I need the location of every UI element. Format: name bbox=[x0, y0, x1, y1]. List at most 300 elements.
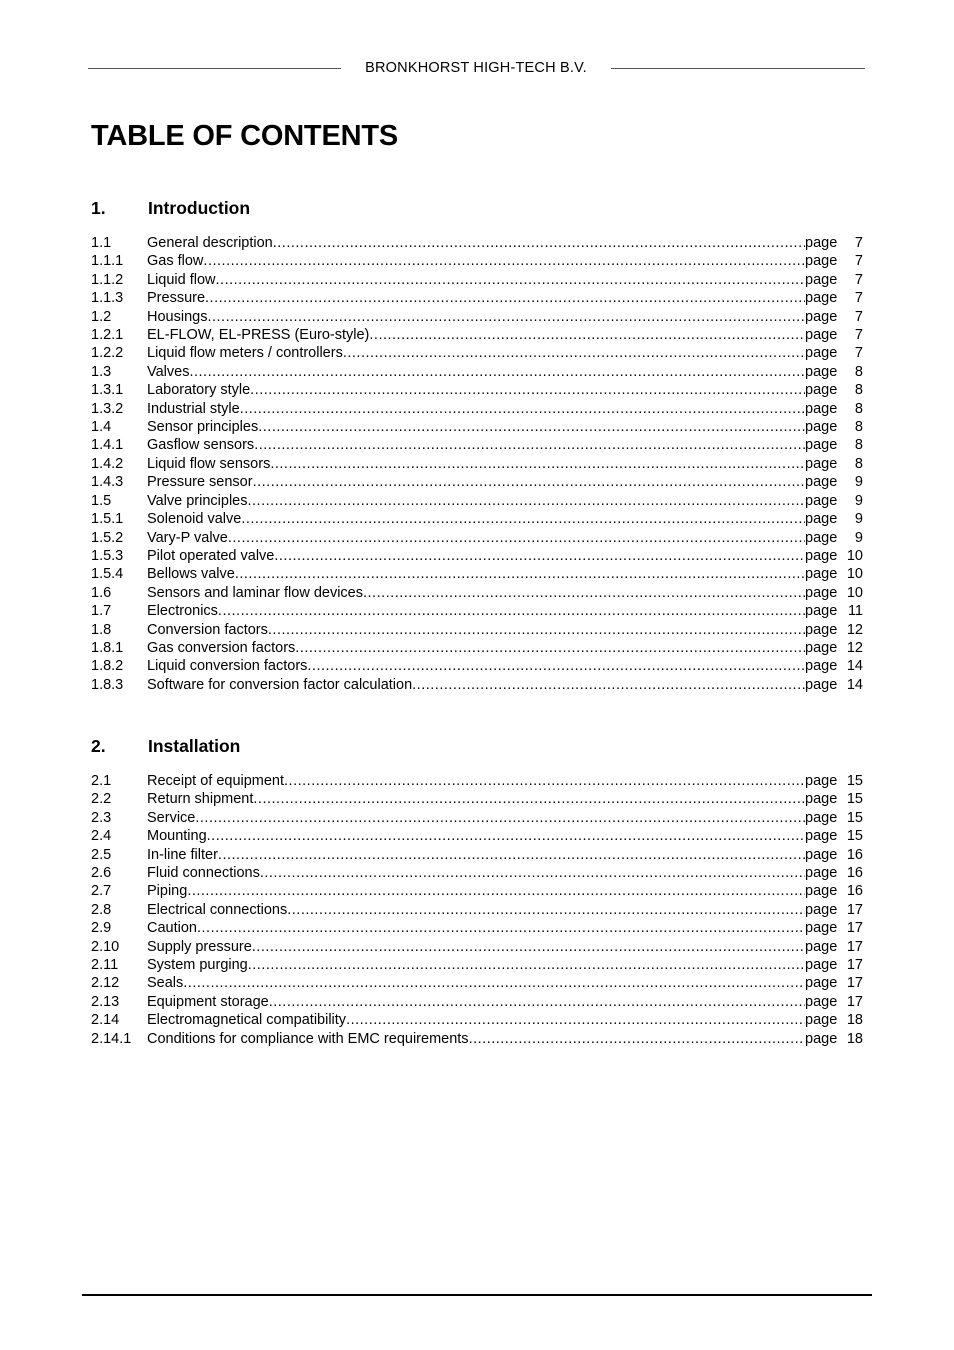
entry-page-number: 14 bbox=[846, 676, 863, 693]
entry-line bbox=[147, 974, 863, 992]
page-word: page bbox=[805, 529, 838, 546]
company-name: BRONKHORST HIGH-TECH B.V. bbox=[365, 60, 587, 76]
entry-page-ref bbox=[805, 252, 863, 270]
entry-line bbox=[147, 993, 863, 1011]
entry-page-number: 17 bbox=[846, 938, 863, 955]
toc-section-installation bbox=[91, 734, 863, 1048]
dot-leader bbox=[346, 1011, 805, 1029]
entry-page-ref bbox=[805, 565, 863, 583]
entry-line bbox=[147, 676, 863, 694]
dot-leader bbox=[240, 400, 805, 418]
entry-page-number: 10 bbox=[846, 547, 863, 564]
entry-page-number: 17 bbox=[846, 920, 863, 937]
entry-page-number: 18 bbox=[846, 1030, 863, 1047]
toc-entry bbox=[91, 271, 863, 289]
toc-entry bbox=[91, 381, 863, 399]
entry-page-number: 7 bbox=[854, 290, 863, 307]
entry-line bbox=[147, 234, 863, 252]
entry-number: 2.4 bbox=[91, 828, 112, 845]
entry-line bbox=[147, 418, 863, 436]
page-word: page bbox=[805, 547, 838, 564]
entry-line bbox=[147, 809, 863, 827]
toc-entry bbox=[91, 418, 863, 436]
header-rule-right bbox=[611, 68, 865, 69]
page-word: page bbox=[805, 603, 838, 620]
entry-number: 1.4.2 bbox=[91, 455, 124, 472]
entry-page-ref bbox=[805, 864, 863, 882]
page-word: page bbox=[805, 382, 838, 399]
entry-page-number: 15 bbox=[846, 791, 863, 808]
toc-entry bbox=[91, 289, 863, 307]
toc-entry bbox=[91, 565, 863, 583]
entry-label: Sensor principles bbox=[147, 419, 259, 436]
entry-page-ref bbox=[805, 882, 863, 900]
dot-leader bbox=[205, 289, 805, 307]
entry-page-ref bbox=[805, 919, 863, 937]
entry-number: 1.1 bbox=[91, 235, 112, 251]
entry-page-ref bbox=[805, 363, 863, 381]
entry-page-ref bbox=[805, 418, 863, 436]
entry-label: Gas conversion factors bbox=[147, 639, 296, 656]
entry-line bbox=[147, 252, 863, 270]
entry-page-ref bbox=[805, 809, 863, 827]
entry-number: 1.5.3 bbox=[91, 547, 124, 564]
toc-entry bbox=[91, 772, 863, 790]
toc-entry bbox=[91, 974, 863, 992]
entry-number: 1.3.1 bbox=[91, 382, 124, 399]
dot-leader bbox=[270, 455, 805, 473]
entry-number: 1.8.1 bbox=[91, 639, 124, 656]
entry-page-ref bbox=[805, 344, 863, 362]
entry-page-ref bbox=[805, 956, 863, 974]
toc-entry bbox=[91, 882, 863, 900]
entry-page-number: 9 bbox=[854, 492, 863, 509]
page-word: page bbox=[805, 1030, 838, 1047]
entry-line bbox=[147, 584, 863, 602]
entry-line bbox=[147, 547, 863, 565]
entry-number: 2.10 bbox=[91, 938, 120, 955]
page-word: page bbox=[805, 676, 838, 693]
toc-entry bbox=[91, 602, 863, 620]
entry-label: Liquid flow meters / controllers bbox=[147, 345, 343, 362]
toc-entry bbox=[91, 1011, 863, 1029]
entry-page-number: 15 bbox=[846, 809, 863, 826]
entry-number: 1.6 bbox=[91, 584, 112, 601]
entry-line bbox=[147, 565, 863, 583]
entry-line bbox=[147, 455, 863, 473]
entry-label: Gasflow sensors bbox=[147, 437, 255, 454]
toc-entry bbox=[91, 529, 863, 547]
entry-page-number: 17 bbox=[846, 993, 863, 1010]
entry-page-number: 16 bbox=[846, 865, 863, 882]
entry-line bbox=[147, 956, 863, 974]
toc-entry bbox=[91, 400, 863, 418]
dot-leader bbox=[273, 234, 805, 252]
entry-number: 2.1 bbox=[91, 773, 112, 789]
toc-entry bbox=[91, 657, 863, 675]
entry-label: Software for conversion factor calculation bbox=[147, 676, 413, 693]
toc-entry bbox=[91, 790, 863, 808]
toc-entry bbox=[91, 639, 863, 657]
section-title: Installation bbox=[148, 736, 241, 756]
entry-page-number: 10 bbox=[846, 566, 863, 583]
header-rule-left bbox=[88, 68, 341, 69]
entry-page-ref bbox=[805, 492, 863, 510]
dot-leader bbox=[247, 492, 805, 510]
entry-line bbox=[147, 344, 863, 362]
page-word: page bbox=[805, 511, 838, 528]
entry-label: Electronics bbox=[147, 603, 218, 620]
page-word: page bbox=[805, 492, 838, 509]
dot-leader bbox=[248, 956, 805, 974]
entry-number: 1.3.2 bbox=[91, 400, 124, 417]
entry-label: Caution bbox=[147, 920, 197, 937]
page-word: page bbox=[805, 975, 838, 992]
entry-line bbox=[147, 938, 863, 956]
entry-number: 1.3 bbox=[91, 363, 112, 380]
entry-label: Sensors and laminar flow devices bbox=[147, 584, 363, 601]
entry-page-ref bbox=[805, 1011, 863, 1029]
toc-entry bbox=[91, 473, 863, 491]
toc-entry bbox=[91, 455, 863, 473]
page-word: page bbox=[805, 400, 838, 417]
toc-entry bbox=[91, 234, 863, 252]
entry-label: Equipment storage bbox=[147, 993, 269, 1010]
entry-line bbox=[147, 363, 863, 381]
page-word: page bbox=[805, 639, 838, 656]
entry-line bbox=[147, 846, 863, 864]
entry-number: 2.2 bbox=[91, 791, 112, 808]
page-word: page bbox=[805, 363, 838, 380]
entry-label: In-line filter bbox=[147, 846, 218, 863]
page-word: page bbox=[805, 566, 838, 583]
page-word: page bbox=[805, 455, 838, 472]
entry-page-number: 7 bbox=[854, 327, 863, 344]
entry-number: 1.8.3 bbox=[91, 676, 124, 693]
entry-page-ref bbox=[805, 308, 863, 326]
entry-label: Liquid flow sensors bbox=[147, 455, 271, 472]
page-word: page bbox=[805, 828, 838, 845]
toc-entry bbox=[91, 846, 863, 864]
entry-page-ref bbox=[805, 234, 863, 252]
toc-entry bbox=[91, 901, 863, 919]
dot-leader bbox=[195, 809, 805, 827]
entry-label: Piping bbox=[147, 883, 188, 900]
entry-page-number: 8 bbox=[854, 437, 863, 454]
entry-number: 2.6 bbox=[91, 865, 112, 882]
entry-page-number: 9 bbox=[854, 474, 863, 491]
page-word: page bbox=[805, 474, 838, 491]
entry-page-number: 16 bbox=[846, 883, 863, 900]
toc-entry bbox=[91, 919, 863, 937]
toc-entry bbox=[91, 1030, 863, 1048]
entry-page-number: 9 bbox=[854, 511, 863, 528]
toc-entry-list bbox=[91, 772, 863, 1048]
entry-page-ref bbox=[805, 455, 863, 473]
entry-label: Fluid connections bbox=[147, 865, 260, 882]
entry-page-ref bbox=[805, 772, 863, 790]
entry-page-ref bbox=[805, 676, 863, 694]
toc-entry bbox=[91, 621, 863, 639]
dot-leader bbox=[203, 252, 805, 270]
entry-page-number: 7 bbox=[854, 253, 863, 270]
section-number: 1. bbox=[91, 198, 106, 218]
entry-page-number: 7 bbox=[854, 345, 863, 362]
page-word: page bbox=[805, 1012, 838, 1029]
entry-page-number: 7 bbox=[854, 271, 863, 288]
toc-entry-list bbox=[91, 234, 863, 694]
entry-page-number: 17 bbox=[846, 901, 863, 918]
entry-page-number: 16 bbox=[846, 846, 863, 863]
toc-entry bbox=[91, 584, 863, 602]
entry-line bbox=[147, 289, 863, 307]
dot-leader bbox=[287, 901, 805, 919]
entry-page-number: 10 bbox=[846, 584, 863, 601]
entry-number: 1.2.2 bbox=[91, 345, 124, 362]
entry-line bbox=[147, 657, 863, 675]
entry-line bbox=[147, 400, 863, 418]
entry-line bbox=[147, 271, 863, 289]
entry-number: 2.11 bbox=[91, 957, 119, 974]
entry-number: 2.3 bbox=[91, 809, 112, 826]
entry-label: Housings bbox=[147, 308, 208, 325]
entry-page-ref bbox=[805, 271, 863, 289]
entry-line bbox=[147, 919, 863, 937]
dot-leader bbox=[253, 473, 805, 491]
entry-number: 1.2 bbox=[91, 308, 112, 325]
entry-line bbox=[147, 308, 863, 326]
entry-page-ref bbox=[805, 584, 863, 602]
page-word: page bbox=[805, 809, 838, 826]
entry-label: Liquid conversion factors bbox=[147, 658, 308, 675]
entry-line bbox=[147, 772, 863, 790]
entry-page-ref bbox=[805, 473, 863, 491]
toc-entry bbox=[91, 938, 863, 956]
entry-label: Electrical connections bbox=[147, 901, 288, 918]
entry-page-ref bbox=[805, 621, 863, 639]
entry-line bbox=[147, 326, 863, 344]
entry-number: 2.12 bbox=[91, 975, 120, 992]
entry-line bbox=[147, 1030, 863, 1048]
section-number: 2. bbox=[91, 736, 106, 756]
dot-leader bbox=[469, 1030, 805, 1048]
page-word: page bbox=[805, 621, 838, 638]
toc-entry bbox=[91, 492, 863, 510]
entry-page-ref bbox=[805, 901, 863, 919]
dot-leader bbox=[284, 772, 805, 790]
section-heading bbox=[91, 196, 863, 220]
entry-page-ref bbox=[805, 827, 863, 845]
entry-line bbox=[147, 381, 863, 399]
entry-page-ref bbox=[805, 547, 863, 565]
entry-page-ref bbox=[805, 436, 863, 454]
entry-label: General description bbox=[147, 235, 273, 251]
dot-leader bbox=[216, 271, 805, 289]
toc-entry bbox=[91, 809, 863, 827]
entry-line bbox=[147, 602, 863, 620]
entry-label: Seals bbox=[147, 975, 184, 992]
entry-label: Solenoid valve bbox=[147, 511, 242, 528]
dot-leader bbox=[295, 639, 805, 657]
entry-line bbox=[147, 882, 863, 900]
dot-leader bbox=[258, 418, 805, 436]
entry-page-ref bbox=[805, 1030, 863, 1048]
entry-page-number: 18 bbox=[846, 1012, 863, 1029]
entry-label: System purging bbox=[147, 957, 248, 974]
entry-line bbox=[147, 510, 863, 528]
entry-number: 1.5.4 bbox=[91, 566, 124, 583]
entry-number: 1.8.2 bbox=[91, 658, 124, 675]
entry-line bbox=[147, 436, 863, 454]
page-word: page bbox=[805, 957, 838, 974]
page-word: page bbox=[805, 584, 838, 601]
page-word: page bbox=[805, 290, 838, 307]
entry-page-ref bbox=[805, 381, 863, 399]
entry-number: 2.7 bbox=[91, 883, 112, 900]
entry-page-ref bbox=[805, 974, 863, 992]
entry-line bbox=[147, 639, 863, 657]
page-word: page bbox=[805, 865, 838, 882]
entry-line bbox=[147, 492, 863, 510]
dot-leader bbox=[252, 938, 805, 956]
entry-number: 1.1.2 bbox=[91, 271, 124, 288]
dot-leader bbox=[268, 621, 805, 639]
entry-line bbox=[147, 827, 863, 845]
entry-page-number: 8 bbox=[854, 382, 863, 399]
entry-page-ref bbox=[805, 938, 863, 956]
page-title: TABLE OF CONTENTS bbox=[91, 120, 398, 152]
toc-entry bbox=[91, 864, 863, 882]
toc-entry bbox=[91, 326, 863, 344]
dot-leader bbox=[241, 510, 805, 528]
entry-label: Conversion factors bbox=[147, 621, 268, 638]
page-header bbox=[88, 58, 865, 78]
dot-leader bbox=[207, 308, 805, 326]
entry-page-number: 7 bbox=[854, 308, 863, 325]
footer-rule bbox=[82, 1294, 872, 1296]
dot-leader bbox=[228, 529, 805, 547]
entry-number: 1.4 bbox=[91, 419, 112, 436]
page-word: page bbox=[805, 938, 838, 955]
entry-number: 1.4.3 bbox=[91, 474, 124, 491]
entry-line bbox=[147, 529, 863, 547]
entry-label: Vary-P valve bbox=[147, 529, 228, 546]
toc-entry bbox=[91, 827, 863, 845]
entry-number: 2.14 bbox=[91, 1012, 120, 1029]
toc-entry bbox=[91, 363, 863, 381]
dot-leader bbox=[253, 790, 805, 808]
entry-label: Receipt of equipment bbox=[147, 773, 285, 789]
entry-page-number: 15 bbox=[846, 828, 863, 845]
entry-page-number: 15 bbox=[846, 773, 863, 789]
page-word: page bbox=[805, 773, 838, 789]
dot-leader bbox=[197, 919, 805, 937]
page-word: page bbox=[805, 235, 838, 251]
entry-page-number: 8 bbox=[854, 400, 863, 417]
entry-number: 1.5 bbox=[91, 492, 112, 509]
entry-line bbox=[147, 621, 863, 639]
entry-page-ref bbox=[805, 790, 863, 808]
entry-page-ref bbox=[805, 846, 863, 864]
page-word: page bbox=[805, 271, 838, 288]
entry-number: 1.8 bbox=[91, 621, 112, 638]
page-word: page bbox=[805, 308, 838, 325]
entry-page-number: 8 bbox=[854, 455, 863, 472]
entry-number: 2.13 bbox=[91, 993, 120, 1010]
entry-page-number: 12 bbox=[846, 639, 863, 656]
entry-page-ref bbox=[805, 289, 863, 307]
dot-leader bbox=[207, 827, 805, 845]
entry-page-ref bbox=[805, 326, 863, 344]
entry-page-ref bbox=[805, 400, 863, 418]
toc-entry bbox=[91, 344, 863, 362]
entry-label: Bellows valve bbox=[147, 566, 235, 583]
entry-label: Service bbox=[147, 809, 196, 826]
toc-entry bbox=[91, 993, 863, 1011]
entry-page-ref bbox=[805, 510, 863, 528]
entry-label: Return shipment bbox=[147, 791, 254, 808]
page-word: page bbox=[805, 920, 838, 937]
entry-number: 2.14.1 bbox=[91, 1030, 132, 1047]
entry-label: Liquid flow bbox=[147, 271, 216, 288]
page-word: page bbox=[805, 253, 838, 270]
dot-leader bbox=[218, 602, 805, 620]
page-word: page bbox=[805, 901, 838, 918]
entry-label: Pilot operated valve bbox=[147, 547, 275, 564]
entry-number: 1.2.1 bbox=[91, 327, 124, 344]
dot-leader bbox=[235, 565, 805, 583]
entry-number: 2.9 bbox=[91, 920, 112, 937]
dot-leader bbox=[363, 584, 805, 602]
dot-leader bbox=[260, 864, 805, 882]
dot-leader bbox=[412, 676, 805, 694]
page-word: page bbox=[805, 419, 838, 436]
dot-leader bbox=[218, 846, 805, 864]
entry-label: Valves bbox=[147, 363, 190, 380]
entry-number: 1.4.1 bbox=[91, 437, 124, 454]
entry-number: 1.1.3 bbox=[91, 290, 124, 307]
dot-leader bbox=[274, 547, 805, 565]
section-heading bbox=[91, 734, 863, 758]
entry-page-number: 17 bbox=[846, 957, 863, 974]
entry-number: 1.5.1 bbox=[91, 511, 124, 528]
entry-page-number: 17 bbox=[846, 975, 863, 992]
dot-leader bbox=[187, 882, 805, 900]
entry-page-ref bbox=[805, 529, 863, 547]
page-word: page bbox=[805, 437, 838, 454]
entry-page-number: 12 bbox=[846, 621, 863, 638]
dot-leader bbox=[250, 381, 805, 399]
entry-label: EL-FLOW, EL-PRESS (Euro-style) bbox=[147, 327, 370, 344]
section-title: Introduction bbox=[148, 198, 251, 218]
entry-number: 2.8 bbox=[91, 901, 112, 918]
entry-page-number: 11 bbox=[847, 603, 863, 620]
toc-entry bbox=[91, 510, 863, 528]
entry-number: 2.5 bbox=[91, 846, 112, 863]
toc-entry bbox=[91, 436, 863, 454]
dot-leader bbox=[343, 344, 805, 362]
page-word: page bbox=[805, 846, 838, 863]
entry-page-number: 8 bbox=[854, 363, 863, 380]
toc-entry bbox=[91, 308, 863, 326]
entry-page-ref bbox=[805, 639, 863, 657]
toc-entry bbox=[91, 252, 863, 270]
toc-entry bbox=[91, 956, 863, 974]
entry-page-number: 9 bbox=[854, 529, 863, 546]
toc-section-introduction bbox=[91, 196, 863, 694]
entry-label: Electromagnetical compatibility bbox=[147, 1012, 347, 1029]
entry-number: 1.5.2 bbox=[91, 529, 124, 546]
